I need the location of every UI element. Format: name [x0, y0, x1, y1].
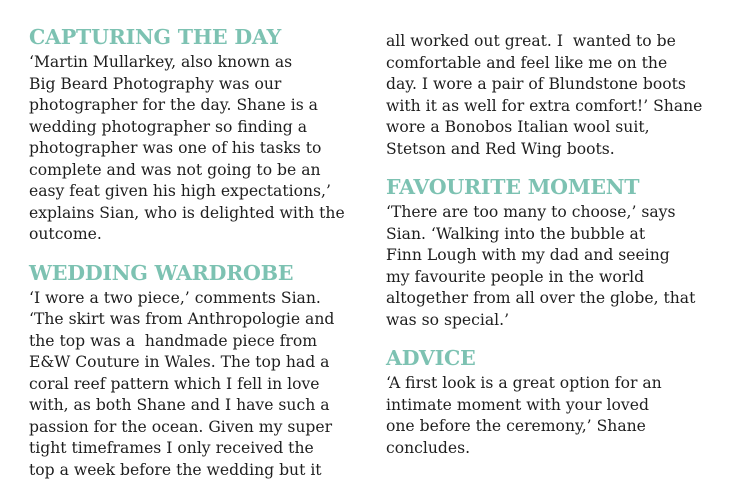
paragraph-advice [386, 373, 731, 459]
text-line: comfortable and feel like me on the [386, 53, 668, 72]
text-line: E&W Couture in Wales. The top had a [29, 353, 330, 371]
section-capturing-the-day [29, 24, 374, 246]
text-line: one before the ceremony,’ Shane [386, 417, 646, 435]
heading-capturing-the-day: CAPTURING THE DAY [29, 25, 282, 49]
heading-wedding-wardrobe: WEDDING WARDROBE [29, 260, 294, 285]
text-line: concludes. [386, 438, 471, 457]
text-line: wedding photographer so finding a [29, 117, 308, 136]
text-line: ‘A first look is a great option for an [386, 374, 662, 392]
text-line: ‘There are too many to choose,’ says [386, 203, 676, 221]
text-line: with it as well for extra comfort!’ Shane [386, 96, 703, 115]
section-wardrobe-continued [386, 31, 731, 160]
text-line: photographer was one of his tasks to [29, 139, 322, 157]
text-line: ‘The skirt was from Anthropologie and [29, 310, 335, 328]
text-line: was so special.’ [386, 310, 510, 329]
text-line: ‘I wore a two piece,’ comments Sian. [29, 288, 321, 307]
text-line: the top was a handmade piece from [29, 331, 318, 350]
section-wedding-wardrobe [29, 260, 374, 482]
text-line: Big Beard Photography was our [29, 74, 282, 93]
text-line: photographer for the day. Shane is a [29, 96, 318, 114]
heading-advice: ADVICE [386, 346, 476, 370]
paragraph-capturing-the-day [29, 52, 374, 246]
text-line: with, as both Shane and I have such a [29, 396, 330, 414]
text-line: coral reef pattern which I fell in love [29, 374, 320, 393]
text-line: ‘Martin Mullarkey, also known as [29, 53, 293, 71]
text-line: wore a Bonobos Italian wool suit, [386, 118, 650, 136]
text-line: Sian. ‘Walking into the bubble at [386, 224, 646, 243]
text-line: tight timeframes I only received the [29, 439, 314, 457]
text-line: outcome. [29, 225, 102, 243]
text-line: intimate moment with your loved [386, 395, 649, 414]
paragraph-wedding-wardrobe [29, 288, 374, 482]
left-column [29, 24, 374, 495]
text-line: altogether from all over the globe, that [386, 289, 696, 307]
heading-favourite-moment: FAVOURITE MOMENT [386, 175, 640, 199]
text-line: passion for the ocean. Given my super [29, 417, 333, 436]
section-advice [386, 345, 731, 459]
text-line: complete and was not going to be an [29, 160, 321, 179]
section-favourite-moment [386, 174, 731, 331]
paragraph-wardrobe-continued [386, 31, 731, 160]
right-column [386, 31, 731, 473]
text-line: Stetson and Red Wing boots. [386, 139, 615, 158]
text-line: Finn Lough with my dad and seeing [386, 246, 670, 264]
text-line: top a week before the wedding but it [29, 460, 322, 479]
text-line: explains Sian, who is delighted with the [29, 203, 345, 222]
text-line: all worked out great. I wanted to be [386, 32, 676, 50]
text-line: my favourite people in the world [386, 267, 645, 286]
text-line: day. I wore a pair of Blundstone boots [386, 75, 686, 93]
text-line: easy feat given his high expectations,’ [29, 182, 331, 200]
paragraph-favourite-moment [386, 202, 731, 331]
